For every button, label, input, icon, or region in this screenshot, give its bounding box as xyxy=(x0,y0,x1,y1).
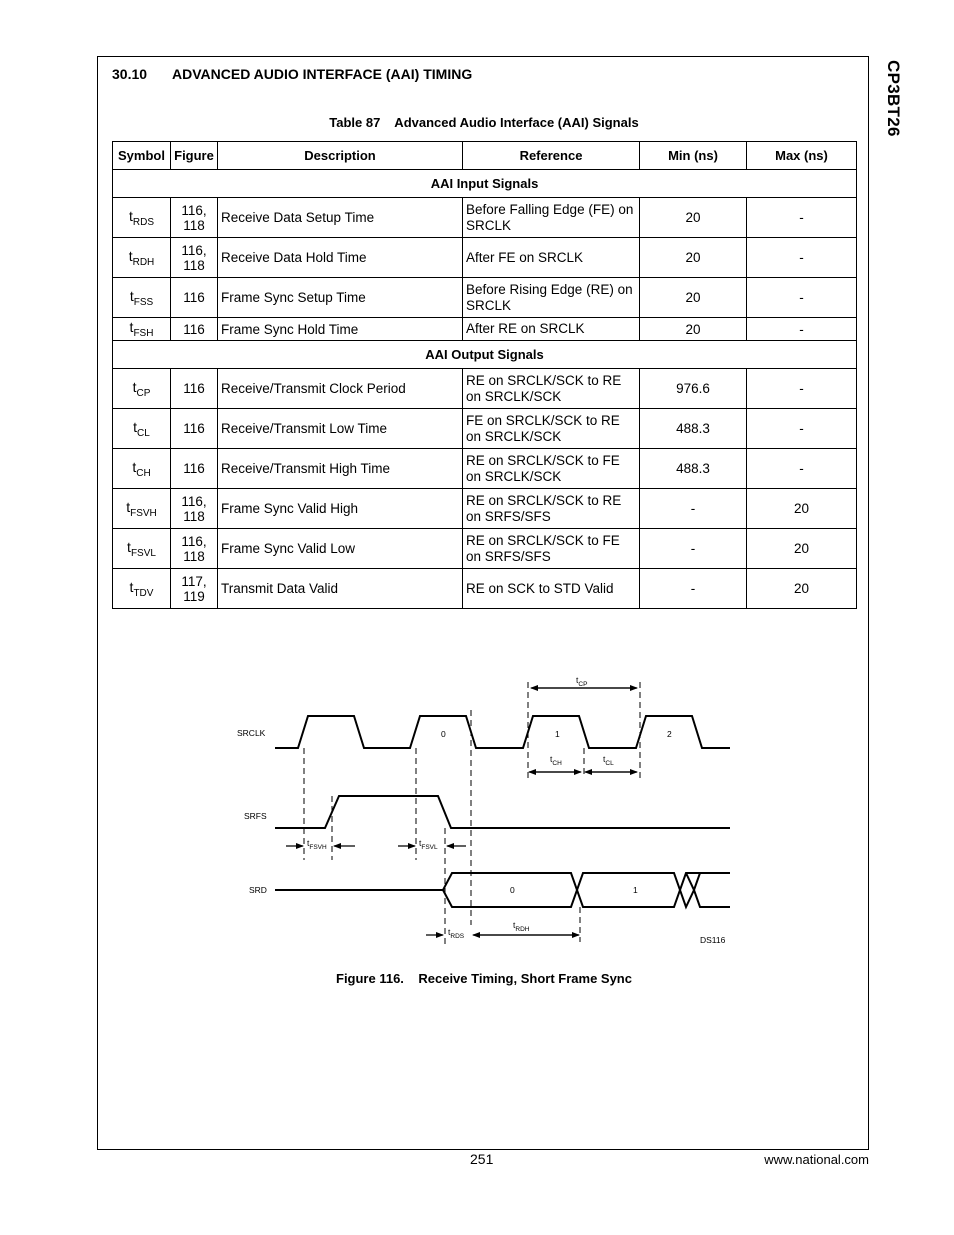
symbol-cell: $t_{CL}$ xyxy=(113,409,171,449)
table-row xyxy=(113,449,857,489)
signals-table xyxy=(112,141,857,609)
reference-cell: RE on SRCLK/SCK to FE on SRFS/SFS xyxy=(463,529,640,569)
srfs-waveform xyxy=(275,796,730,828)
section-number: 30.10 xyxy=(112,66,148,82)
figure-cell: 117, 119 xyxy=(171,569,218,609)
figure-cell: 116, 118 xyxy=(171,238,218,278)
reference-cell: Before Rising Edge (RE) on SRCLK xyxy=(463,278,640,318)
figure-cell: 116, 118 xyxy=(171,198,218,238)
side-title: CP3BT26 xyxy=(884,60,903,137)
tcl-label: $t_{CL}$ xyxy=(603,754,614,767)
clock-label: 2 xyxy=(667,729,672,739)
trds-label: $t_{RDS}$ xyxy=(448,927,465,940)
col-header-reference: Reference xyxy=(463,142,640,170)
reference-cell: After FE on SRCLK xyxy=(463,238,640,278)
clock-label: 1 xyxy=(555,729,560,739)
figure-cell: 116 xyxy=(171,449,218,489)
col-header-description: Description xyxy=(218,142,463,170)
srd-waveform xyxy=(275,873,730,907)
symbol-cell: $t_{FSVL}$ xyxy=(113,529,171,569)
max-cell: - xyxy=(747,318,857,341)
description-cell: Receive/Transmit Low Time xyxy=(218,409,463,449)
description-cell: Transmit Data Valid xyxy=(218,569,463,609)
figure-cell: 116 xyxy=(171,318,218,341)
table-row xyxy=(113,569,857,609)
tch-label: $t_{CH}$ xyxy=(550,754,562,767)
min-cell: 20 xyxy=(640,318,747,341)
symbol-cell: $t_{FSVH}$ xyxy=(113,489,171,529)
max-cell: - xyxy=(747,369,857,409)
description-cell: Frame Sync Setup Time xyxy=(218,278,463,318)
table-row xyxy=(113,238,857,278)
max-cell: - xyxy=(747,409,857,449)
table-row xyxy=(113,369,857,409)
tfsvl-label: $t_{FSVL}$ xyxy=(419,838,438,851)
symbol-cell: $t_{CP}$ xyxy=(113,369,171,409)
max-cell: 20 xyxy=(747,489,857,529)
min-cell: - xyxy=(640,489,747,529)
reference-cell: RE on SCK to STD Valid xyxy=(463,569,640,609)
symbol-cell: $t_{FSS}$ xyxy=(113,278,171,318)
section-row-output xyxy=(113,341,857,369)
min-cell: 20 xyxy=(640,238,747,278)
description-cell: Receive Data Hold Time xyxy=(218,238,463,278)
section-title: ADVANCED AUDIO INTERFACE (AAI) TIMING xyxy=(172,66,473,82)
data-label: 0 xyxy=(510,885,515,895)
description-cell: Receive/Transmit High Time xyxy=(218,449,463,489)
min-cell: 976.6 xyxy=(640,369,747,409)
min-cell: 20 xyxy=(640,278,747,318)
trdh-label: $t_{RDH}$ xyxy=(513,920,530,933)
symbol-cell: $t_{RDH}$ xyxy=(113,238,171,278)
description-cell: Receive/Transmit Clock Period xyxy=(218,369,463,409)
col-header-min: Min (ns) xyxy=(640,142,747,170)
table-row xyxy=(113,318,857,341)
max-cell: 20 xyxy=(747,569,857,609)
timing-diagram xyxy=(230,670,740,955)
max-cell: - xyxy=(747,238,857,278)
reference-cell: Before Falling Edge (FE) on SRCLK xyxy=(463,198,640,238)
symbol-cell: $t_{TDV}$ xyxy=(113,569,171,609)
description-cell: Frame Sync Valid High xyxy=(218,489,463,529)
col-header-symbol: Symbol xyxy=(113,142,171,170)
page-number: 251 xyxy=(470,1151,494,1167)
reference-cell: RE on SRCLK/SCK to RE on SRCLK/SCK xyxy=(463,369,640,409)
reference-cell: FE on SRCLK/SCK to RE on SRCLK/SCK xyxy=(463,409,640,449)
section-label-input: AAI Input Signals xyxy=(113,170,857,198)
figure-cell: 116, 118 xyxy=(171,529,218,569)
figure-cell: 116 xyxy=(171,409,218,449)
figure-caption: Figure 116. Receive Timing, Short Frame Sync xyxy=(336,971,632,986)
table-caption: Table 87 Advanced Audio Interface (AAI) Signals xyxy=(329,115,639,130)
max-cell: - xyxy=(747,449,857,489)
table-row xyxy=(113,278,857,318)
symbol-cell: $t_{CH}$ xyxy=(113,449,171,489)
tcp-label: $t_{CP}$ xyxy=(576,675,588,688)
description-cell: Frame Sync Valid Low xyxy=(218,529,463,569)
clock-label: 0 xyxy=(441,729,446,739)
diagram-code: DS116 xyxy=(700,935,726,945)
tfsvh-label: $t_{FSVH}$ xyxy=(307,838,327,851)
srclk-waveform xyxy=(275,716,730,748)
data-label: 1 xyxy=(633,885,638,895)
table-row xyxy=(113,529,857,569)
table-row xyxy=(113,198,857,238)
min-cell: 488.3 xyxy=(640,449,747,489)
max-cell: - xyxy=(747,278,857,318)
website-link[interactable]: www.national.com xyxy=(764,1152,869,1167)
reference-cell: RE on SRCLK/SCK to RE on SRFS/SFS xyxy=(463,489,640,529)
min-cell: 20 xyxy=(640,198,747,238)
description-cell: Frame Sync Hold Time xyxy=(218,318,463,341)
min-cell: - xyxy=(640,529,747,569)
section-row-input xyxy=(113,170,857,198)
table-row xyxy=(113,409,857,449)
symbol-cell: $t_{FSH}$ xyxy=(113,318,171,341)
col-header-max: Max (ns) xyxy=(747,142,857,170)
min-cell: - xyxy=(640,569,747,609)
max-cell: 20 xyxy=(747,529,857,569)
max-cell: - xyxy=(747,198,857,238)
description-cell: Receive Data Setup Time xyxy=(218,198,463,238)
srfs-label: SRFS xyxy=(244,811,267,821)
table-header-row xyxy=(113,142,857,170)
section-heading xyxy=(112,66,472,82)
table-row xyxy=(113,489,857,529)
srclk-label: SRCLK xyxy=(237,728,266,738)
symbol-cell: $t_{RDS}$ xyxy=(113,198,171,238)
figure-cell: 116 xyxy=(171,369,218,409)
min-cell: 488.3 xyxy=(640,409,747,449)
reference-cell: After RE on SRCLK xyxy=(463,318,640,341)
reference-cell: RE on SRCLK/SCK to FE on SRCLK/SCK xyxy=(463,449,640,489)
figure-cell: 116 xyxy=(171,278,218,318)
figure-cell: 116, 118 xyxy=(171,489,218,529)
col-header-figure: Figure xyxy=(171,142,218,170)
srd-label: SRD xyxy=(249,885,267,895)
section-label-output: AAI Output Signals xyxy=(113,341,857,369)
